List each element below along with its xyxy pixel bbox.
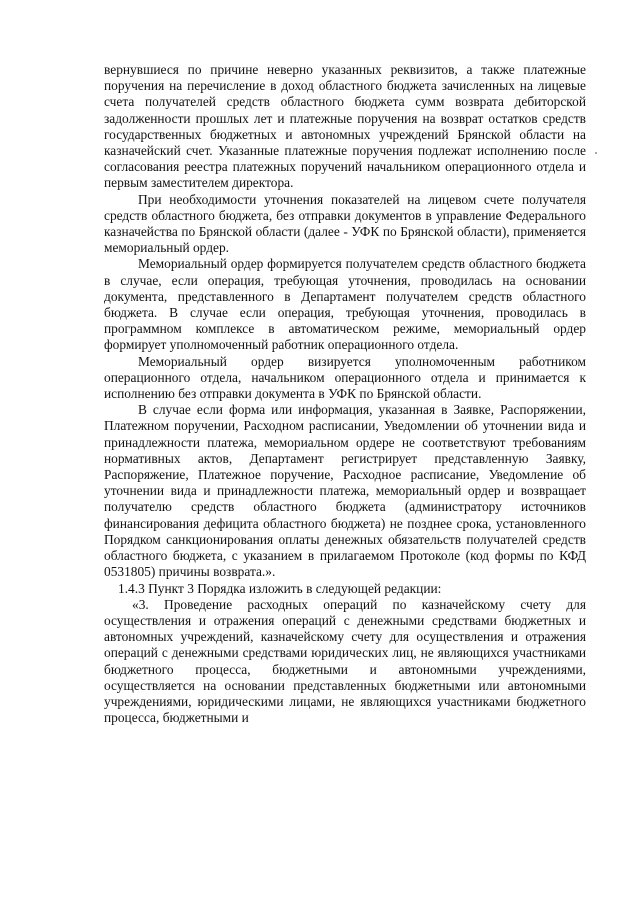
document-body bbox=[104, 62, 586, 726]
scan-speck bbox=[595, 152, 597, 154]
paragraph-memorial-order-approval: Мемориальный ордер визируется уполномоченным работником операционного отдела, начальником операционного отдела и принимается к исполнению без отправки документа в УФК по Брянской области. bbox=[104, 353, 586, 402]
paragraph-clause-3-quote: «3. Проведение расходных операций по казначейскому счету для осуществления и отражения операций с денежными средствами бюджетных и автономных учреждений, казначейскому счету для осуществления и отражения операций с денежными средствами юридических лиц, не являющихся участниками бюджетного процесса, бюджетными и автономными учреждениями, осуществляется на основании представленных бюджетными или автономными учреждениями, юридическими лицами, не являющихся участниками бюджетного процесса, бюджетными и bbox=[104, 596, 586, 726]
section-heading-1-4-3: 1.4.3 Пункт 3 Порядка изложить в следующей редакции: bbox=[118, 580, 442, 596]
paragraph-memorial-order-formation: Мемориальный ордер формируется получателем средств областного бюджета в случае, если операция, требующая уточнения, проводилась на основании документа, представленного в Департамент получателем средств областного бюджета. В случае если операция, требующая уточнения, проводилась в программном комплексе в автоматическом режиме, мемориальный ордер формирует уполномоченный работник операционного отдела. bbox=[104, 256, 586, 353]
paragraph-memorial-order-usage: При необходимости уточнения показателей на лицевом счете получателя средств областного бюджета, без отправки документов в управление Федерального казначейства по Брянской области (далее - УФК по Брянской области), применяется мемориальный ордер. bbox=[104, 191, 586, 256]
paragraph-document-return: В случае если форма или информация, указанная в Заявке, Распоряжении, Платежном поручении, Расходном расписании, Уведомлении об уточнении вида и принадлежности платежа, мемориальном ордере не соответствуют требованиям нормативных актов, Департамент регистрирует представленную Заявку, Распоряжение, Платежное поручение, Расходное расписание, Уведомление об уточнении вида и принадлежности платежа, мемориальный ордер и возвращает получателю средств областного бюджета (администратору источников финансирования дефицита областного бюджета) не позднее срока, установленного Порядком санкционирования оплаты денежных обязательств получателей средств областного бюджета, с указанием в прилагаемом Протоколе (код формы по КФД 0531805) причины возврата.». bbox=[104, 402, 586, 580]
paragraph-return-payment-orders: вернувшиеся по причине неверно указанных реквизитов, а также платежные поручения на перечисление в доход областного бюджета зачисленных на лицевые счета получателей средств областного бюджета сумм возврата дебиторской задолженности прошлых лет и платежные поручения на возврат остатков средств государственных бюджетных и автономных учреждений Брянской области на казначейский счет. Указанные платежные поручения подлежат исполнению после согласования реестра платежных поручений начальником операционного отдела и первым заместителем директора. bbox=[104, 62, 586, 191]
